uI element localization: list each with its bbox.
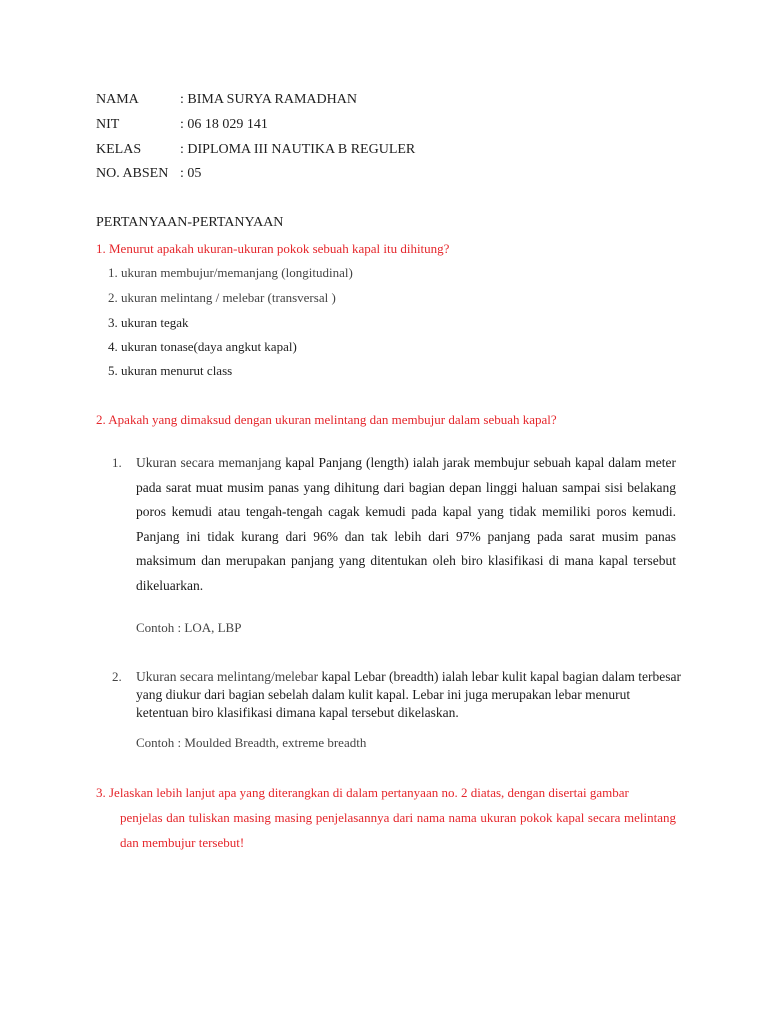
q2-item-2-paragraph — [136, 668, 681, 722]
nit-label: NIT — [96, 117, 120, 132]
q2-item-2-number: 2. — [112, 669, 122, 684]
class-label: KELAS — [96, 142, 142, 157]
name-value: : BIMA SURYA RAMADHAN — [180, 92, 357, 107]
question-3 — [96, 780, 676, 855]
q2-item-1-number: 1. — [112, 455, 122, 470]
list-item: 2. ukuran melintang / melebar (transversal ) — [108, 290, 336, 305]
list-item: 1. ukuran membujur/memanjang (longitudinal) — [108, 265, 353, 280]
name-label: NAMA — [96, 92, 139, 107]
q2-item-1-lead: Ukuran secara memanjang — [136, 455, 286, 470]
q2-item-1-example: Contoh : LOA, LBP — [136, 620, 242, 635]
absen-value: : 05 — [180, 166, 202, 181]
list-item: 5. ukuran menurut class — [108, 363, 233, 378]
question-3-first-line: 3. Jelaskan lebih lanjut apa yang diterangkan di dalam pertanyaan no. 2 diatas, dengan disertai gambar — [96, 785, 629, 800]
q2-item-1-keyword: kapal — [285, 455, 315, 470]
q2-item-2-example: Contoh : Moulded Breadth, extreme breadth — [136, 735, 367, 750]
section-title: PERTANYAAN-PERTANYAAN — [96, 215, 284, 230]
question-3-rest: penjelas dan tuliskan masing masing penjelasannya dari nama nama ukuran pokok kapal secara melintang dan membujur tersebut! — [120, 810, 676, 850]
q2-item-2-text: kapal Lebar (breadth) ialah lebar kulit kapal bagian dalam terbesar yang diukur dari bagian sebelah dalam kulit kapal. Lebar ini juga merupakan lebar menurut ketentuan biro klasifikasi dimana kapal tersebut dikelaskan. — [136, 669, 681, 720]
class-value: : DIPLOMA III NAUTIKA B REGULER — [180, 142, 416, 157]
question-2: 2. Apakah yang dimaksud dengan ukuran melintang dan membujur dalam sebuah kapal? — [96, 412, 557, 427]
q2-item-1-text: Panjang (length) ialah jarak membujur sebuah kapal dalam meter pada sarat muat musim panas yang dihitung dari bagian depan linggi haluan sampai sisi belakang poros kemudi atau tengah-tengah cagak kemudi pada kapal yang tidak memiliki poros kemudi. Panjang ini tidak kurang dari 96% dan tak lebih dari 97% panjang pada sarat musim panas maksimum dan merupakan panjang yang ditentukan oleh biro klasifikasi di mana kapal tersebut dikeluarkan. — [136, 455, 676, 593]
question-1: 1. Menurut apakah ukuran-ukuran pokok sebuah kapal itu dihitung? — [96, 241, 450, 256]
q2-item-1-paragraph — [136, 451, 676, 598]
absen-label: NO. ABSEN — [96, 166, 169, 181]
nit-value: : 06 18 029 141 — [180, 117, 268, 132]
q2-item-2-lead: Ukuran secara melintang/melebar — [136, 669, 322, 684]
list-item: 4. ukuran tonase(daya angkut kapal) — [108, 339, 297, 354]
list-item: 3. ukuran tegak — [108, 315, 189, 330]
